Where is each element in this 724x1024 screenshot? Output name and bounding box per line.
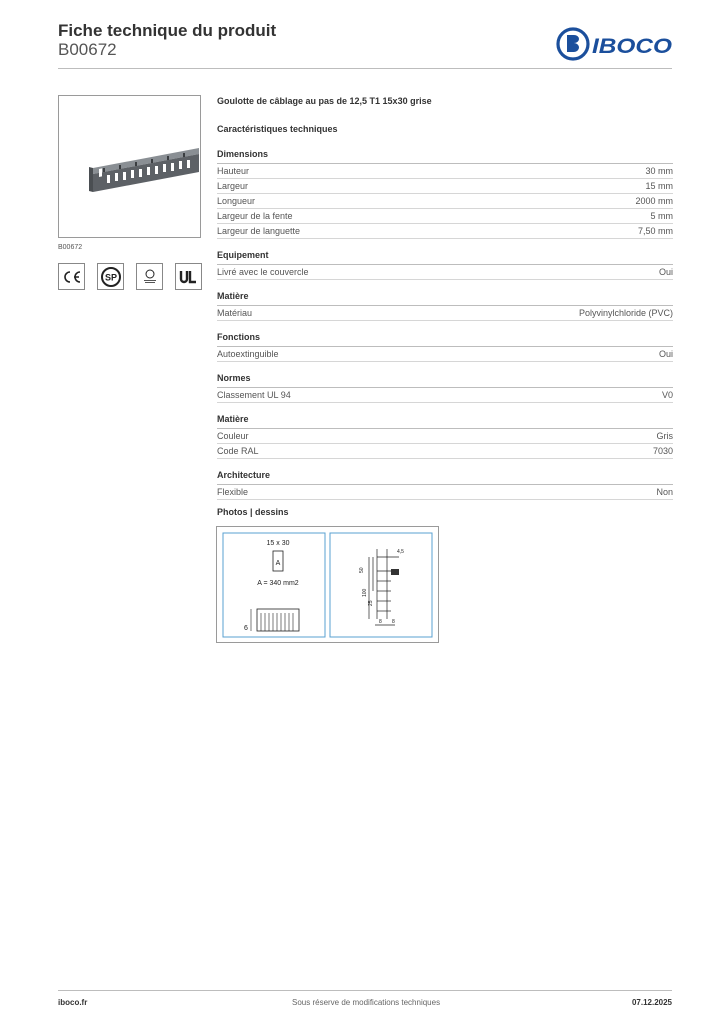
drawing-area-symbol: A [275,560,281,567]
spec-label: Code RAL [217,446,259,456]
spec-sections [217,138,673,500]
ur-mark-icon [136,263,163,290]
spec-row [217,224,673,239]
spec-row [217,306,673,321]
product-image-caption: B00672 [58,244,83,251]
spec-sheet [217,96,673,500]
section-title: Equipement [217,239,673,265]
drawing-top-dim: 4,5 [397,549,404,555]
drawing-dim-50: 50 [359,567,365,573]
iboco-logo [556,27,674,61]
spec-value: 15 mm [645,181,673,191]
footer-date: 07.12.2025 [631,998,672,1007]
spec-row [217,485,673,500]
spec-label: Longueur [217,196,256,206]
product-number: B00672 [58,40,117,59]
spec-value: Gris [656,431,673,441]
spec-label: Matériau [217,308,253,318]
spec-label: Classement UL 94 [217,390,291,400]
spec-row [217,265,673,280]
spec-value: 30 mm [645,166,673,176]
product-heading: Goulotte de câblage au pas de 12,5 T1 15x30 grise [217,96,432,106]
drawing-bottom-dim-b: 8 [392,619,395,625]
spec-label: Largeur de languette [217,226,301,236]
certification-icons [58,263,214,290]
svg-text:SP: SP [104,272,117,282]
header-divider [58,68,672,69]
spec-value: V0 [661,390,673,400]
section-title: Architecture [217,459,673,485]
page-title: Fiche technique du produit [58,21,277,40]
product-image [58,95,201,238]
spec-label: Largeur de la fente [217,211,293,221]
spec-label: Largeur [217,181,249,191]
section-title: Matière [217,280,673,306]
spec-value: 7,50 mm [637,226,673,236]
ce-mark-icon [58,263,85,290]
drawing-dim-100: 100 [362,588,368,597]
spec-label: Autoextinguible [217,349,279,359]
drawing-left-dim: 6 [244,625,248,632]
drawing-area-label: A = 340 mm2 [257,580,299,587]
ul-recognized-icon [175,263,202,290]
spec-value: Oui [658,349,673,359]
spec-row [217,388,673,403]
spec-row [217,209,673,224]
spec-value: Polyvinylchloride (PVC) [578,308,673,318]
spec-value: Oui [658,267,673,277]
spec-value: 7030 [652,446,673,456]
spec-row [217,194,673,209]
footer-website: iboco.fr [58,998,88,1007]
spec-label: Hauteur [217,166,250,176]
drawing-bottom-dim-a: 8 [379,619,382,625]
drawing-dim-25: 25 [368,600,374,606]
spec-row [217,179,673,194]
csa-mark-icon [97,263,124,290]
spec-label: Livré avec le couvercle [217,267,309,277]
spec-label: Couleur [217,431,249,441]
spec-value: 2000 mm [635,196,673,206]
drawing-size-label: 15 x 30 [266,540,290,547]
spec-value: Non [656,487,673,497]
wiring-duct-picture [59,96,200,237]
section-title: Dimensions [217,138,673,164]
spec-subheading: Caractéristiques techniques [217,124,338,134]
section-title: Fonctions [217,321,673,347]
footer-disclaimer: Sous réserve de modifications techniques [292,998,441,1007]
photos-title: Photos | dessins [217,507,289,517]
spec-row [217,444,673,459]
section-title: Normes [217,362,673,388]
spec-row [217,429,673,444]
footer-divider [58,990,672,991]
logo-text: IBOCO [592,35,672,58]
technical-drawings [216,526,439,643]
spec-label: Flexible [217,487,249,497]
section-title: Matière [217,403,673,429]
spec-row [217,164,673,179]
spec-value: 5 mm [650,211,673,221]
spec-row [217,347,673,362]
